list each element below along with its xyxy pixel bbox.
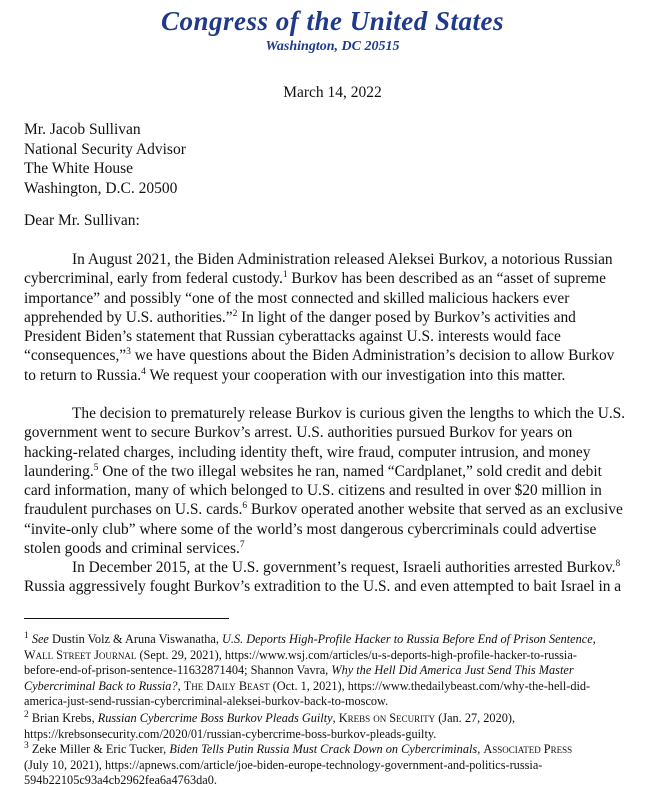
- footnote-ref[interactable]: 6: [242, 501, 248, 512]
- footnote-ref[interactable]: 8: [615, 558, 621, 569]
- paragraph-line: President Biden’s statement that Russian cyberattacks against U.S. interests would face: [24, 328, 561, 346]
- source-link[interactable]: (Oct. 1, 2021), https://www.thedailybeast.com/why-the-hell-did-: [269, 678, 591, 693]
- footnote-1: [24, 632, 654, 710]
- footnote-line: [24, 663, 654, 679]
- address-line: National Security Advisor: [24, 140, 186, 158]
- source-link[interactable]: (Sept. 29, 2021), https://www.wsj.com/articles/u-s-deports-high-profile-hacker-to-russia-: [136, 647, 577, 662]
- source-title: Biden Tells Putin Russia Must Crack Down on Cybercriminals: [169, 742, 478, 756]
- paragraph-line: apprehended by U.S. authorities.”$^2$ In light of the danger posed by Burkov’s activities and: [24, 308, 576, 326]
- publication-name: The Daily Beast: [183, 678, 270, 693]
- footnote-ref[interactable]: 7: [239, 539, 245, 550]
- source-title: Russian Cybercrime Boss Burkov Pleads Guilty: [97, 711, 333, 725]
- footnote-3: [24, 742, 654, 789]
- source-link[interactable]: before-end-of-prison-sentence-11632871404; Shannon Vavra,: [24, 663, 332, 678]
- paragraph-line: importance” and possibly “one of the most connected and skilled malicious hackers ever: [24, 289, 570, 307]
- address-line: Mr. Jacob Sullivan: [24, 121, 141, 138]
- paragraph-line: “invite-only club” where some of the world’s most dangerous cybercriminals could advertise: [24, 520, 597, 538]
- paragraph-line: cybercriminal, early from federal custody.$^1$ Burkov has been described as an “asset of supreme: [24, 270, 606, 288]
- source-link[interactable]: (July 10, 2021), https://apnews.com/article/joe-biden-europe-technology-government-and-politics-russia-: [24, 757, 543, 772]
- source-title: U.S. Deports High-Profile Hacker to Russia Before End of Prison Sentence: [222, 632, 593, 646]
- footnote-ref[interactable]: 3: [126, 347, 131, 358]
- footnote-line: $^2$ Brian Krebs, Russian Cybercrime Boss Burkov Pleads Guilty, Krebs on Security (Jan. 27, 2020),: [24, 709, 516, 725]
- address-line: Washington, D.C. 20500: [24, 179, 178, 197]
- letter-date: March 14, 2022: [283, 84, 382, 101]
- recipient-address: [24, 120, 186, 198]
- footnote-number: 3: [24, 740, 29, 751]
- source-link[interactable]: 594b22105c93a4cb2962fea6a4763da0.: [24, 773, 217, 788]
- address-line: The White House: [24, 160, 134, 177]
- paragraph-line: hacking-related charges, including identity theft, wire fraud, computer intrusion, and money: [24, 443, 591, 461]
- footnote-line: Cybercriminal Back to Russia?, The Daily Beast (Oct. 1, 2021), https://www.thedailybeast.com/why-the-hell-did-: [24, 678, 591, 693]
- footnote-ref[interactable]: 2: [232, 308, 238, 319]
- footnote-line: $^3$ Zeke Miller & Eric Tucker, Biden Tells Putin Russia Must Crack Down on Cybercriminals, Associated Press: [24, 740, 573, 756]
- footnote-line[interactable]: america-just-send-russian-cybercriminal-aleksei-burkov-back-to-moscow.: [24, 694, 389, 709]
- paragraph-line: In August 2021, the Biden Administration released Aleksei Burkov, a notorious Russian: [72, 251, 613, 268]
- salutation: Dear Mr. Sullivan:: [24, 212, 140, 229]
- footnote-2: [24, 711, 654, 742]
- paragraph-line: The decision to prematurely release Burkov is curious given the lengths to which the U.S.: [72, 405, 626, 422]
- footnote-line: $^1$ See Dustin Volz & Aruna Viswanatha, U.S. Deports High-Profile Hacker to Russia Before End of Prison Sentence,: [24, 630, 596, 646]
- footnote-divider: [24, 618, 229, 619]
- paragraph-3: [24, 558, 654, 597]
- paragraph-line: In December 2015, at the U.S. government’s request, Israeli authorities arrested Burkov.$^8$: [72, 558, 621, 576]
- paragraph-line: stolen goods and criminal services.$^7$: [24, 539, 245, 558]
- publication-name: Krebs on Security: [338, 711, 436, 725]
- source-link[interactable]: https://krebsonsecurity.com/2020/01/russian-cybercrime-boss-burkov-pleads-guilty.: [24, 726, 437, 741]
- paragraph-line: card information, many of which belonged to U.S. citizens and resulted in over $20 million in: [24, 482, 602, 500]
- footnote-ref[interactable]: 1: [282, 270, 288, 281]
- publication-name: Associated Press: [483, 742, 573, 756]
- paragraph-line: government went to secure Burkov’s arrest. U.S. authorities pursued Burkov for years on: [24, 424, 573, 442]
- publication-name: Wall Street Journal: [24, 647, 137, 662]
- paragraph-line: “consequences,”$^3$ we have questions about the Biden Administration’s decision to allow Burkov: [24, 347, 615, 365]
- source-title: Why the Hell Did America Just Send This Master: [331, 663, 574, 678]
- letterhead: [0, 6, 665, 56]
- paragraph-2: [24, 404, 654, 558]
- paragraph-line: fraudulent purchases on U.S. cards.$^6$ Burkov operated another website that served as an exclusive: [24, 501, 623, 519]
- footnote-ref[interactable]: 5: [93, 462, 99, 473]
- paragraph-1: [24, 250, 654, 385]
- paragraph-line: laundering.$^5$ One of the two illegal websites he ran, named “Cardplanet,” sold credit and debit: [24, 462, 602, 480]
- paragraph-line: to return to Russia.$^4$ We request your cooperation with our investigation into this matter.: [24, 366, 566, 384]
- footnote-ref[interactable]: 4: [141, 366, 146, 377]
- footnote-line: [24, 648, 654, 664]
- footnote-number: 2: [24, 709, 29, 720]
- letterhead-title: Congress of the United States: [160, 6, 505, 36]
- footnote-number: 1: [24, 630, 29, 641]
- source-title: Cybercriminal Back to Russia?: [24, 678, 178, 693]
- letterhead-subtitle: Washington, DC 20515: [265, 39, 400, 54]
- paragraph-line: Russia aggressively fought Burkov’s extradition to the U.S. and even attempted to bait Israel in a: [24, 578, 622, 596]
